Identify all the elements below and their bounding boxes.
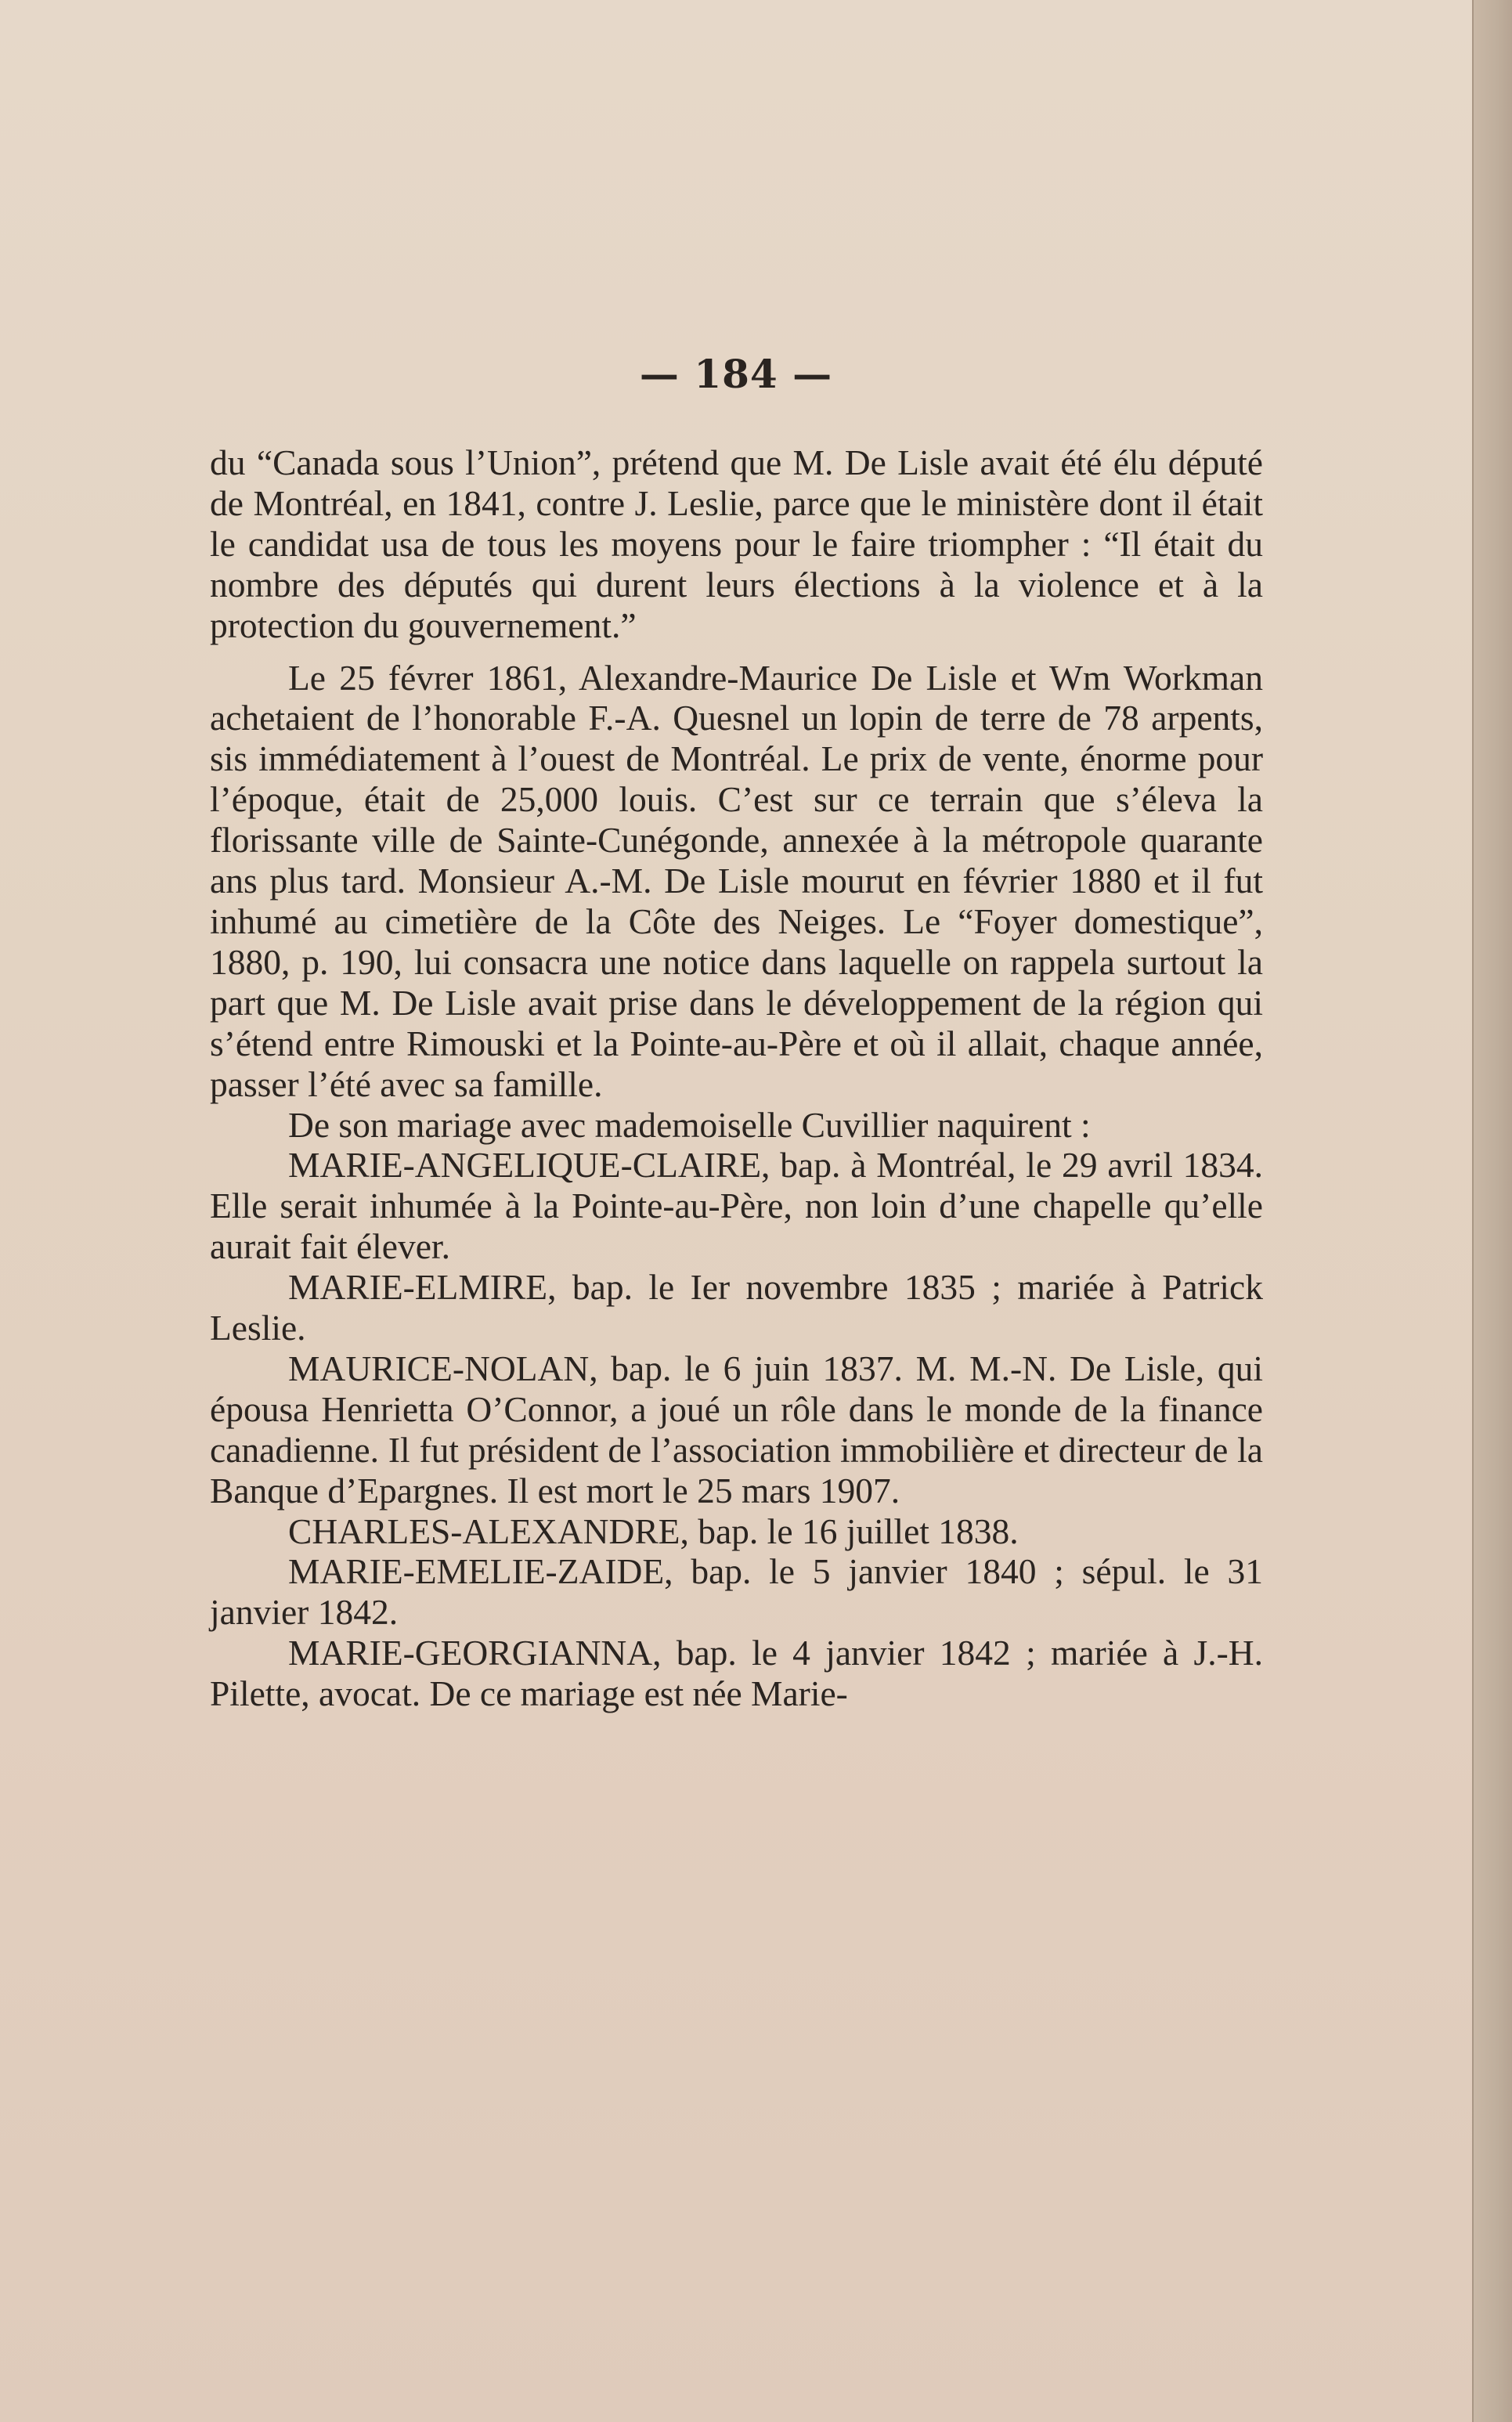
paragraph-marie-emelie-zaide: MARIE-EMELIE-ZAIDE, bap. le 5 janvier 1840 ; sépul. le 31 janvier 1842. [210,1551,1263,1633]
body-text [210,442,1263,1714]
paragraph-marie-elmire: MARIE-ELMIRE, bap. le Ier novembre 1835 ; mariée à Patrick Leslie. [210,1267,1263,1348]
paragraph-mariage-intro: De son mariage avec mademoiselle Cuvillier naquirent : [288,1104,1091,1145]
paragraph-canada-sous-union: du “Canada sous l’Union”, prétend que M. De Lisle avait été élu député de Montréal, en 1841, contre J. Leslie, parce que le ministère dont il était le candidat usa de tous les moyens pour le faire triompher : “Il était du nombre des députés qui durent leurs élections à la violence et à la protection du gouvernement.” [210,442,1263,645]
paragraph-sainte-cunegonde: Le 25 févrer 1861, Alexandre-Maurice De Lisle et Wm Workman achetaient de l’honorable F.-A. Quesnel un lopin de terre de 78 arpents, sis immédiatement à l’ouest de Montréal. Le prix de vente, énorme pour l’époque, était de 25,000 louis. C’est sur ce terrain que s’éleva la florissante ville de Sainte-Cunégonde, annexée à la métropole quarante ans plus tard. Monsieur A.-M. De Lisle mourut en février 1880 et il fut inhumé au cimetière de la Côte des Neiges. Le “Foyer domestique”, 1880, p. 190, lui consacra une notice dans laquelle on rappela surtout la part que M. De Lisle avait prise dans le développement de la région qui s’étend entre Rimouski et la Pointe-au-Père et où il allait, chaque année, passer l’été avec sa famille. [210,657,1263,1104]
paragraph-charles-alexandre: CHARLES-ALEXANDRE, bap. le 16 juillet 1838. [288,1511,1019,1551]
page-number: — 184 — [639,351,833,397]
paragraph-maurice-nolan: MAURICE-NOLAN, bap. le 6 juin 1837. M. M.-N. De Lisle, qui épousa Henrietta O’Connor, a joué un rôle dans le monde de la finance canadienne. Il fut président de l’association immobilière et directeur de la Banque d’Epargnes. Il est mort le 25 mars 1907. [210,1348,1263,1511]
paragraph-marie-georgianna: MARIE-GEORGIANNA, bap. le 4 janvier 1842 ; mariée à J.-H. Pilette, avocat. De ce mariage est née Marie- [210,1633,1263,1714]
adjacent-page-edge [1472,0,1512,2422]
paragraph-marie-angelique-claire: MARIE-ANGELIQUE-CLAIRE, bap. à Montréal, le 29 avril 1834. Elle serait inhumée à la Pointe-au-Père, non loin d’une chapelle qu’elle aurait fait élever. [210,1145,1263,1267]
